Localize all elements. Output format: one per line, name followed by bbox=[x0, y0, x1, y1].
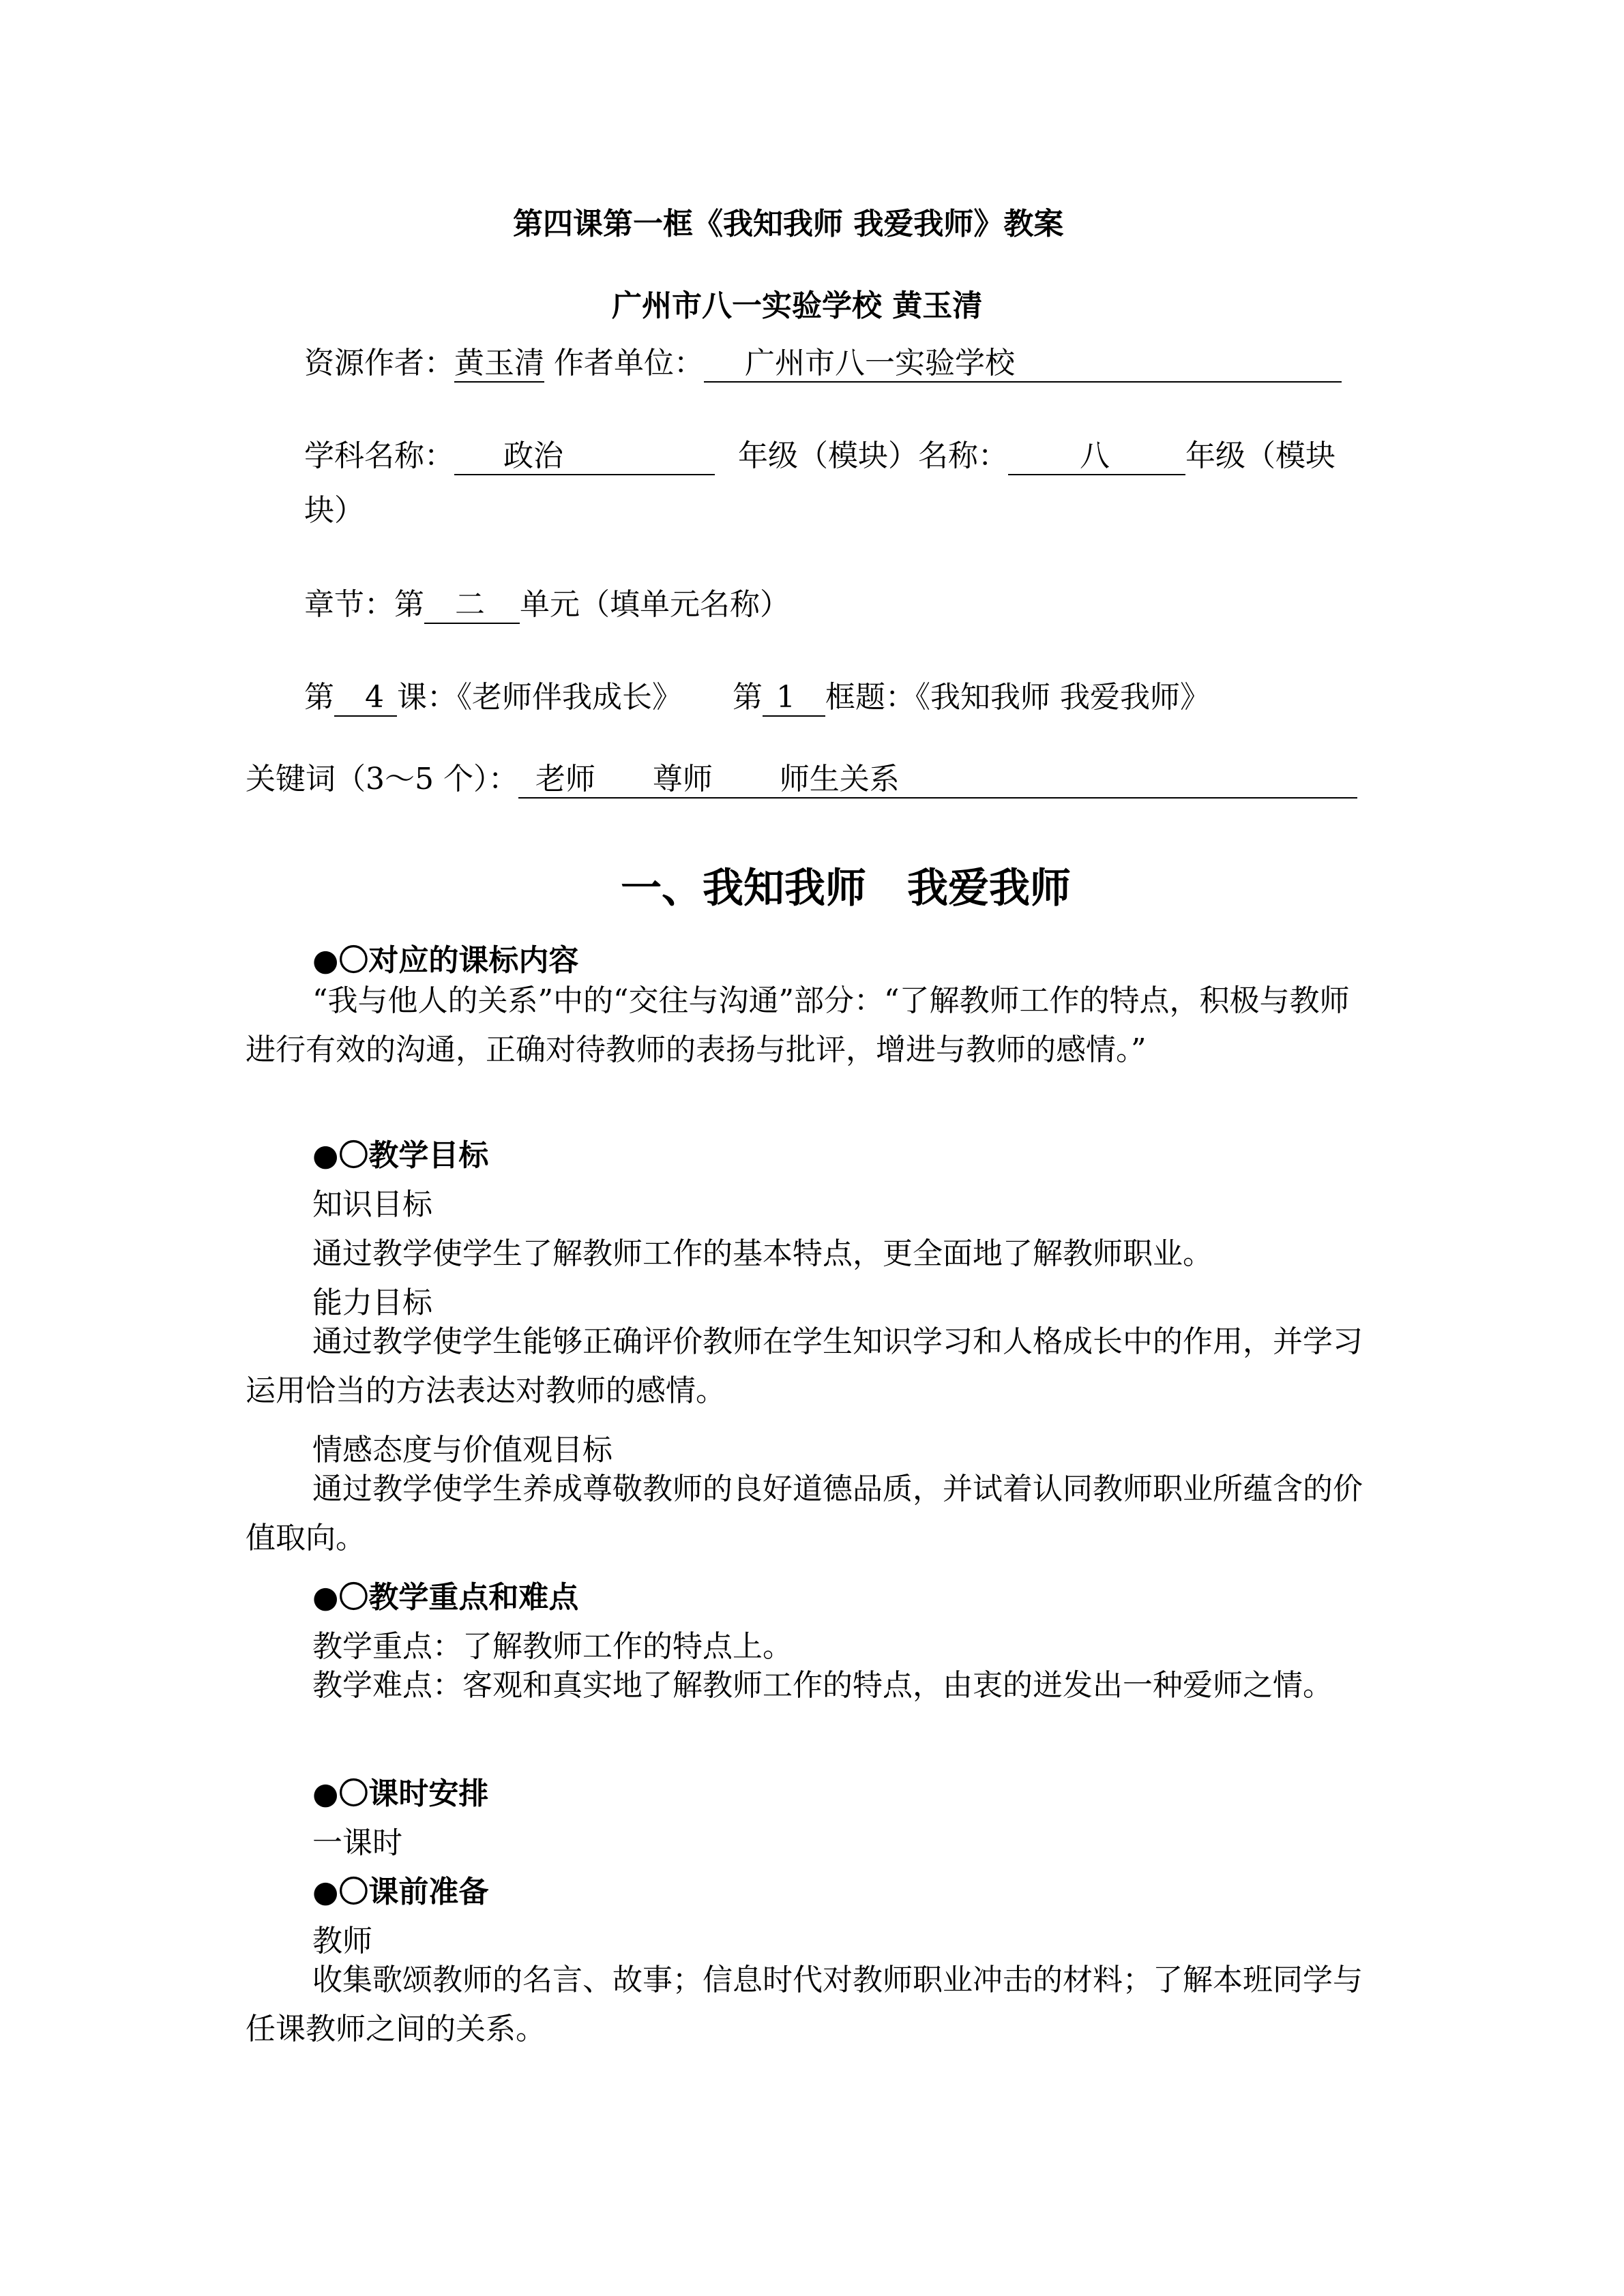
section-title-standards: ●〇对应的课标内容 bbox=[312, 943, 579, 978]
knowledge-goal-text: 通过教学使学生了解教师工作的基本特点，更全面地了解教师职业。 bbox=[312, 1236, 1213, 1271]
section-title-schedule: ●〇课时安排 bbox=[312, 1776, 489, 1811]
schedule-text: 一课时 bbox=[312, 1825, 402, 1860]
prep-text: 收集歌颂教师的名言、故事；信息时代对教师职业冲击的材料；了解本班同学与任课教师之间的关系。 bbox=[246, 1963, 1363, 2046]
chapter-prefix: 章节：第 bbox=[304, 587, 424, 622]
standards-text: “我与他人的关系”中的“交往与沟通”部分：“了解教师工作的特点，积极与教师进行有效的沟通，正确对待教师的表扬与批评，增进与教师的感情。” bbox=[246, 983, 1350, 1067]
section-title-key-points: ●〇教学重点和难点 bbox=[312, 1580, 579, 1615]
unit-label: 作者单位： bbox=[554, 346, 704, 381]
lesson-text: 课：《老师伴我成长》 bbox=[397, 680, 682, 715]
ability-goal-text: 通过教学使学生能够正确评价教师在学生知识学习和人格成长中的作用，并学习运用恰当的方法表达对教师的感情。 bbox=[246, 1324, 1363, 1408]
subject-grade-line bbox=[304, 431, 1335, 475]
key-point-text: 教学重点：了解教师工作的特点上。 bbox=[312, 1629, 793, 1664]
grade-label: 年级（模块）名称： bbox=[738, 438, 1008, 473]
grade-suffix-line2: 块） bbox=[304, 493, 364, 528]
emotion-goal-label: 情感态度与价值观目标 bbox=[312, 1433, 612, 1467]
frame-value: 1 bbox=[763, 681, 825, 717]
prep-teacher-label: 教师 bbox=[312, 1924, 372, 1958]
author-value: 黄玉清 bbox=[454, 346, 544, 383]
grade-suffix: 年级（模 bbox=[1185, 438, 1305, 473]
keywords-label: 关键词（3～5 个）： bbox=[246, 762, 518, 796]
chapter-line bbox=[304, 580, 790, 624]
keywords-line bbox=[246, 754, 1357, 799]
difficulty-text: 教学难点：客观和真实地了解教师工作的特点，由衷的迸发出一种爱师之情。 bbox=[312, 1668, 1333, 1703]
section-title-preparation: ●〇课前准备 bbox=[312, 1875, 489, 1909]
lesson-prefix: 第 bbox=[304, 680, 334, 715]
school-author-line: 广州市八一实验学校 黄玉清 bbox=[612, 288, 983, 323]
section-title-goals: ●〇教学目标 bbox=[312, 1138, 489, 1173]
lesson-value: 4 bbox=[334, 681, 397, 717]
subject-value: 政治 bbox=[454, 439, 715, 475]
ability-goal-label: 能力目标 bbox=[312, 1285, 432, 1320]
chapter-suffix: 单元（填单元名称） bbox=[520, 587, 790, 622]
subject-label: 学科名称： bbox=[304, 438, 454, 473]
author-label: 资源作者： bbox=[304, 346, 454, 381]
unit-value: 广州市八一实验学校 bbox=[704, 346, 1342, 383]
frame-text: 框题：《我知我师 我爱我师》 bbox=[825, 680, 1210, 715]
grade-value: 八 bbox=[1008, 439, 1185, 475]
keywords-value: 老师 尊师 师生关系 bbox=[518, 762, 1357, 799]
chapter-value: 二 bbox=[424, 588, 520, 624]
knowledge-goal-label: 知识目标 bbox=[312, 1187, 432, 1222]
main-heading: 一、我知我师 我爱我师 bbox=[621, 865, 1071, 912]
emotion-goal-text: 通过教学使学生养成尊敬教师的良好道德品质，并试着认同教师职业所蕴含的价值取向。 bbox=[246, 1472, 1363, 1555]
lesson-line bbox=[304, 672, 1210, 717]
frame-prefix: 第 bbox=[733, 680, 763, 715]
grade-suffix-cont: 块 bbox=[1305, 438, 1335, 473]
author-line bbox=[304, 338, 1342, 383]
document-title: 第四课第一框《我知我师 我爱我师》教案 bbox=[513, 207, 1064, 241]
